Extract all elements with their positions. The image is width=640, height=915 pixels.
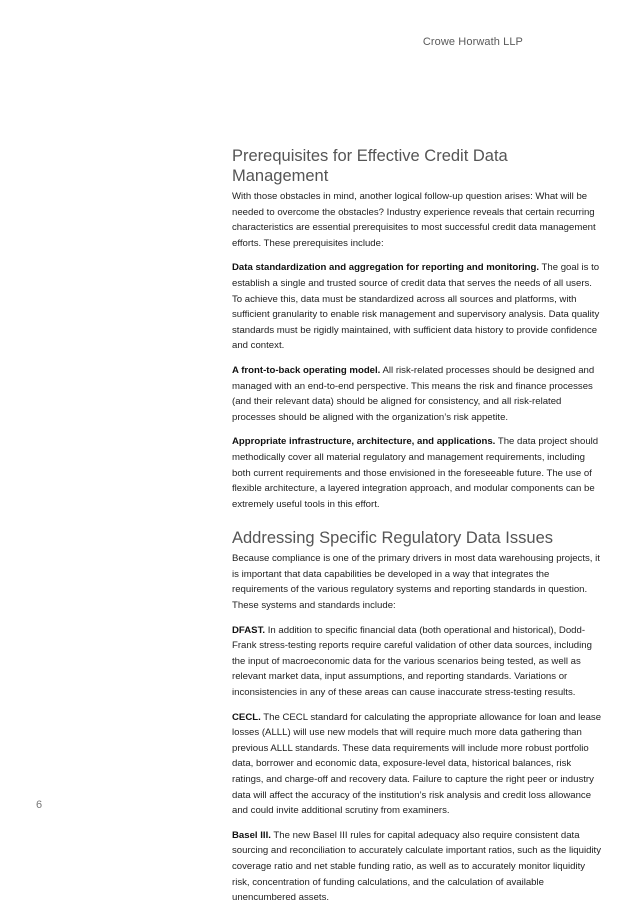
paragraph-body: The data project should methodically cover all material regulatory and management requirements, including both current requirements and those envisioned in the foreseeable future. The use of flexible architecture, a layered integration approach, and modular components can be extremely useful tools in this effort. [232, 436, 599, 510]
paragraph-cecl [232, 710, 604, 819]
section-intro-regulatory: Because compliance is one of the primary drivers in most data warehousing projects, it is important that data capabilities be developed in a way that integrates the requirements of the various regulatory systems and reporting standards in question. These systems and standards include: [232, 553, 600, 612]
paragraph-data-standardization [232, 260, 604, 354]
paragraph-lead: Appropriate infrastructure, architecture, and applications. [232, 436, 496, 448]
paragraph-body: In addition to specific financial data (both operational and historical), Dodd-Frank stress-testing reports require careful validation of other data sources, including the input of macroeconomic data for the various scenarios being tested, as well as relevant market data, input assumptions, and reporting standards. Variations or inconsistencies in any of these areas can cause inaccurate stress-testing results. [232, 624, 592, 699]
section-title-regulatory: Addressing Specific Regulatory Data Issues [232, 529, 553, 548]
paragraph-infrastructure [232, 434, 604, 512]
paragraph-lead: DFAST. [232, 624, 266, 636]
paragraph-lead: A front-to-back operating model. [232, 364, 381, 376]
header-firm-name: Crowe Horwath LLP [422, 36, 523, 48]
page-content [232, 146, 604, 915]
paragraph-basel [232, 828, 604, 906]
paragraph-body: The new Basel III rules for capital adequacy also require consistent data sourcing and reconciliation to accurately calculate important ratios, such as the liquidity coverage ratio and net stable funding ratio, as well as to accurately monitor liquidity risk, concentration of funding calculations, and the calculation of available unencumbered assets. [232, 829, 602, 904]
paragraph-lead: Data standardization and aggregation for reporting and monitoring. [232, 262, 540, 274]
paragraph-body: All risk-related processes should be designed and managed with an end-to-end perspective. This means the risk and finance processes (and their relevant data) should be aligned for consistency, and all risk-related processes should be aligned with the organization’s risk appetite. [232, 364, 595, 423]
paragraph-body: The CECL standard for calculating the appropriate allowance for loan and lease losses (ALLL) will use new models that will require much more data gathering than previous ALLL standards. These data requirements will include more robust portfolio data, borrower and economic data, exposure-level data, historical balances, risk ratings, and charge-off and recovery data. Failure to capture the right peer or industry data will affect the accuracy of the institution’s risk analysis and credit loss allowance and could invite additional scrutiny from examiners. [232, 711, 602, 817]
section-intro-prerequisites: With those obstacles in mind, another logical follow-up question arises: What will be needed to overcome the obstacles? Industry experience reveals that certain recurring characteristics are essential prerequisites to most successful credit data management efforts. These prerequisites include: [232, 191, 596, 249]
section-title-prerequisites: Prerequisites for Effective Credit Data Management [232, 147, 508, 185]
paragraph-lead: Basel III. [232, 829, 271, 841]
paragraph-lead: CECL. [232, 711, 261, 723]
paragraph-dfast [232, 623, 604, 701]
page-number: 6 [36, 799, 43, 811]
paragraph-body: The goal is to establish a single and trusted source of credit data that serves the needs of all users. To achieve this, data must be standardized across all sources and platforms, with sufficient granularity to enable risk management and supervisory analysis. Data quality standards must be rigidly maintained, with sufficient data history to provide confidence and context. [232, 262, 600, 352]
paragraph-operating-model [232, 363, 604, 425]
